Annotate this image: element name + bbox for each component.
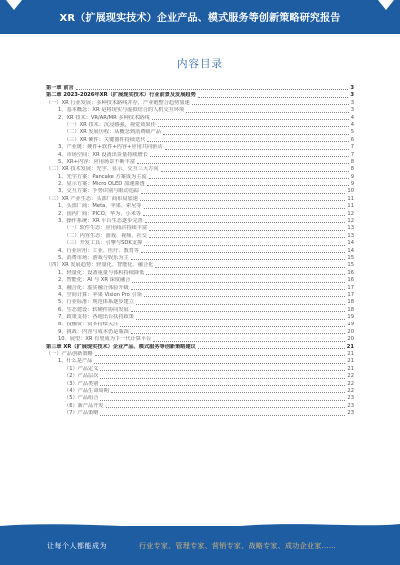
toc-entry-page: 14 bbox=[347, 247, 354, 254]
toc-entry-title: （5）产品组合 bbox=[64, 395, 99, 402]
toc-entry-page: 22 bbox=[347, 373, 354, 380]
toc-leader-dots bbox=[158, 126, 349, 127]
toc-leader-dots bbox=[132, 282, 345, 283]
toc-entry[interactable] bbox=[46, 188, 354, 195]
toc-entry-page: 20 bbox=[347, 328, 354, 335]
toc-entry[interactable] bbox=[46, 218, 354, 225]
toc-leader-dots bbox=[149, 230, 345, 231]
toc-entry[interactable] bbox=[46, 314, 354, 321]
toc-entry[interactable] bbox=[46, 92, 354, 99]
toc-entry-page: 21 bbox=[347, 365, 354, 372]
toc-entry-title: 第一章 前言 bbox=[46, 85, 74, 91]
toc-entry-title: 5、行业标准：规范体系逐步建立 bbox=[58, 299, 134, 306]
toc-entry[interactable] bbox=[46, 174, 354, 181]
toc-leader-dots bbox=[94, 363, 345, 364]
toc-leader-dots bbox=[100, 400, 345, 401]
toc-entry-title: 3、交互方案：手势识别与眼动追踪 bbox=[58, 188, 140, 195]
toc-entry-title: （一）软件生态：应用商店持续丰富 bbox=[64, 225, 148, 232]
toc-leader-dots bbox=[136, 319, 345, 320]
toc-entry-page: 11 bbox=[347, 203, 354, 210]
table-of-contents bbox=[46, 85, 354, 418]
toc-entry-page: 16 bbox=[347, 277, 354, 284]
toc-leader-dots bbox=[198, 348, 345, 349]
toc-entry-page: 5 bbox=[350, 129, 354, 136]
toc-leader-dots bbox=[150, 156, 349, 157]
toc-entry-page: 3 bbox=[350, 107, 354, 114]
toc-entry-page: 15 bbox=[347, 254, 354, 261]
toc-entry[interactable] bbox=[46, 344, 354, 351]
toc-entry[interactable] bbox=[46, 85, 354, 92]
toc-entry-title: 4、空间计算：苹果 Vision Pro 引领 bbox=[58, 291, 142, 298]
toc-leader-dots bbox=[100, 385, 345, 386]
toc-entry-page: 16 bbox=[347, 269, 354, 276]
toc-leader-dots bbox=[149, 237, 345, 238]
toc-entry-title: （二）XR 技术发展：光学、显示、交互三大方向 bbox=[46, 166, 159, 173]
toc-entry[interactable] bbox=[46, 410, 354, 417]
toc-entry-title: （4）产品生命周期 bbox=[64, 388, 109, 394]
toc-entry-page: 9 bbox=[350, 181, 354, 188]
toc-leader-dots bbox=[137, 163, 349, 164]
toc-entry-title: （二）XR 发展历程：从概念到消费级产品 bbox=[64, 129, 161, 136]
toc-entry[interactable] bbox=[46, 115, 354, 122]
toc-leader-dots bbox=[140, 200, 346, 201]
toc-leader-dots bbox=[131, 259, 346, 260]
toc-entry[interactable] bbox=[46, 159, 354, 166]
toc-entry-title: 第三章 XR（扩展现实技术）企业产品、模式服务等创新策略建议 bbox=[46, 343, 196, 350]
toc-entry[interactable] bbox=[46, 107, 354, 114]
toc-leader-dots bbox=[147, 141, 348, 142]
toc-entry[interactable] bbox=[46, 381, 354, 388]
toc-entry-title: （一）XR 行业发展：多种技术路线并存，产业链整合趋势加速 bbox=[46, 99, 190, 106]
toc-entry-page: 13 bbox=[347, 225, 354, 232]
toc-leader-dots bbox=[161, 171, 349, 172]
toc-leader-dots bbox=[111, 392, 346, 393]
toc-entry-title: （2）产品层次 bbox=[64, 373, 99, 380]
toc-entry-title: （6）新产品开发 bbox=[64, 402, 104, 409]
toc-entry-title: （三）XR 硬件：关键器件持续迭代 bbox=[64, 136, 146, 143]
toc-entry-page: 3 bbox=[350, 99, 354, 106]
toc-leader-dots bbox=[192, 104, 349, 105]
toc-entry-title: 1、什么是产品 bbox=[58, 358, 93, 365]
toc-entry[interactable] bbox=[46, 233, 354, 240]
toc-entry-title: 3、操作系统：XR 平台生态逐步完善 bbox=[58, 218, 143, 225]
toc-entry-page: 8 bbox=[350, 158, 354, 165]
toc-leader-dots bbox=[76, 89, 349, 90]
toc-entry-title: 1、轻量化：设备重量与体积持续降低 bbox=[58, 269, 145, 276]
toc-entry-title: （一）XR 技术：沉浸感强，视觉效果佳 bbox=[64, 121, 156, 128]
toc-leader-dots bbox=[143, 215, 345, 216]
toc-entry-title: 4、市场空间：XR 设备出货量持续增长 bbox=[58, 151, 148, 158]
toc-leader-dots bbox=[106, 407, 346, 408]
toc-entry-page: 12 bbox=[347, 210, 354, 217]
toc-entry[interactable] bbox=[46, 292, 354, 299]
toc-entry[interactable] bbox=[46, 144, 354, 151]
toc-entry[interactable] bbox=[46, 152, 354, 159]
toc-entry-page: 6 bbox=[350, 136, 354, 143]
toc-entry-page: 19 bbox=[347, 321, 354, 328]
toc-entry-page: 3 bbox=[350, 85, 354, 91]
toc-entry[interactable] bbox=[46, 211, 354, 218]
toc-entry-title: （四）XR 发展趋势：轻量化、智能化、融合化 bbox=[46, 262, 154, 269]
toc-entry-page: 14 bbox=[347, 240, 354, 247]
toc-entry-title: 9、挑战：内容与成本仍是瓶颈 bbox=[58, 328, 129, 335]
toc-entry-title: 3、融合化：虚实融合体验升级 bbox=[58, 284, 129, 291]
toc-leader-dots bbox=[144, 296, 346, 297]
toc-heading: 内容目录 bbox=[177, 58, 223, 70]
toc-entry[interactable] bbox=[46, 395, 354, 402]
toc-entry[interactable] bbox=[46, 285, 354, 292]
toc-entry-page: 15 bbox=[347, 262, 354, 269]
toc-entry-title: （7）产品策略 bbox=[64, 410, 99, 417]
toc-entry-page: 7 bbox=[350, 151, 354, 158]
toc-entry[interactable] bbox=[46, 299, 354, 306]
toc-leader-dots bbox=[145, 222, 346, 223]
toc-leader-dots bbox=[141, 252, 345, 253]
toc-entry-page: 13 bbox=[347, 232, 354, 239]
toc-entry[interactable] bbox=[46, 277, 354, 284]
toc-entry-title: 2、显示方案：Micro OLED 加速渗透 bbox=[58, 181, 145, 188]
toc-leader-dots bbox=[144, 245, 345, 246]
toc-leader-dots bbox=[149, 178, 349, 179]
toc-entry-page: 8 bbox=[350, 166, 354, 173]
toc-entry-page: 21 bbox=[347, 358, 354, 365]
toc-entry-page: 23 bbox=[347, 402, 354, 409]
toc-entry-page: 22 bbox=[347, 388, 354, 394]
toc-entry-page: 18 bbox=[347, 306, 354, 313]
toc-leader-dots bbox=[198, 97, 349, 98]
toc-entry-title: 4、行业应用：工业、医疗、教育等 bbox=[58, 247, 140, 254]
toc-entry-title: （二）内容生态：游戏、视频、社交 bbox=[64, 232, 148, 239]
toc-entry-page: 22 bbox=[347, 380, 354, 387]
toc-entry-page: 4 bbox=[350, 114, 354, 121]
toc-entry-page: 23 bbox=[347, 395, 354, 402]
toc-entry-title: 1、基本概念：XR 是将现实与虚拟结合的人机交互环境 bbox=[58, 107, 185, 114]
footer-slogan: 行业专家、管理专家、营销专家、战略专家、成功企业家…… bbox=[139, 542, 337, 550]
toc-entry-title: （3）产品类别 bbox=[64, 380, 99, 387]
toc-leader-dots bbox=[163, 134, 349, 135]
toc-entry-title: 8、投融资：资本持续关注 bbox=[58, 321, 119, 328]
toc-leader-dots bbox=[100, 370, 345, 371]
toc-leader-dots bbox=[153, 341, 345, 342]
toc-entry-page: 3 bbox=[350, 92, 354, 99]
toc-entry[interactable] bbox=[46, 100, 354, 107]
toc-entry-title: 6、生态建设：软硬件协同发展 bbox=[58, 306, 129, 313]
toc-entry-title: 5、XR+内容：应用场景不断丰富 bbox=[58, 158, 136, 165]
toc-entry[interactable] bbox=[46, 203, 354, 210]
toc-leader-dots bbox=[155, 267, 345, 268]
toc-entry-page: 10 bbox=[347, 188, 354, 195]
toc-entry-page: 17 bbox=[347, 291, 354, 298]
toc-entry[interactable] bbox=[46, 262, 354, 269]
footer-brand-text: 让每个人都能成为 bbox=[47, 542, 107, 550]
toc-entry-title: 2、智能化：AI 与 XR 深度融合 bbox=[58, 277, 131, 284]
toc-entry-page: 7 bbox=[350, 144, 354, 151]
toc-entry[interactable] bbox=[46, 351, 354, 358]
toc-entry[interactable] bbox=[46, 240, 354, 247]
toc-entry-title: 1、头部厂商：Meta、苹果、索尼等 bbox=[58, 203, 142, 210]
toc-entry[interactable] bbox=[46, 270, 354, 277]
toc-entry-page: 9 bbox=[350, 173, 354, 180]
toc-entry-page: 20 bbox=[347, 336, 354, 343]
toc-leader-dots bbox=[131, 311, 346, 312]
toc-entry[interactable] bbox=[46, 196, 354, 203]
toc-entry-title: 1、光学方案：Pancake 方案成为主流 bbox=[58, 173, 147, 180]
toc-entry[interactable] bbox=[46, 358, 354, 365]
toc-entry[interactable] bbox=[46, 307, 354, 314]
toc-leader-dots bbox=[95, 355, 346, 356]
toc-entry-page: 19 bbox=[347, 314, 354, 321]
toc-leader-dots bbox=[131, 333, 346, 334]
toc-entry[interactable] bbox=[46, 366, 354, 373]
toc-leader-dots bbox=[165, 149, 349, 150]
toc-entry[interactable] bbox=[46, 122, 354, 129]
toc-entry-title: 10、展望：XR 有望成为下一代计算平台 bbox=[58, 336, 152, 343]
toc-entry[interactable] bbox=[46, 388, 354, 395]
toc-entry-page: 12 bbox=[347, 218, 354, 225]
toc-entry-page: 4 bbox=[350, 121, 354, 128]
toc-entry-title: 2、国内厂商：PICO、华为、小米等 bbox=[58, 210, 142, 217]
toc-leader-dots bbox=[131, 289, 346, 290]
toc-entry-page: 21 bbox=[346, 343, 354, 350]
toc-entry-title: （1）产品定义 bbox=[64, 365, 99, 372]
toc-entry-page: 21 bbox=[347, 351, 354, 358]
toc-entry-page: 18 bbox=[347, 299, 354, 306]
toc-leader-dots bbox=[136, 304, 345, 305]
toc-entry-page: 17 bbox=[347, 284, 354, 291]
toc-entry[interactable] bbox=[46, 373, 354, 380]
toc-leader-dots bbox=[141, 193, 345, 194]
toc-leader-dots bbox=[186, 112, 348, 113]
toc-entry[interactable] bbox=[46, 403, 354, 410]
toc-entry-title: 3、产业链：硬件+软件+内容+应用共同驱动 bbox=[58, 144, 163, 151]
toc-entry-title: 2、XR 技术：VR/AR/MR 多种技术路线 bbox=[58, 114, 150, 121]
toc-leader-dots bbox=[152, 119, 349, 120]
toc-entry-page: 23 bbox=[347, 410, 354, 417]
toc-entry[interactable] bbox=[46, 137, 354, 144]
toc-entry[interactable] bbox=[46, 129, 354, 136]
toc-leader-dots bbox=[120, 326, 345, 327]
toc-entry[interactable] bbox=[46, 248, 354, 255]
toc-leader-dots bbox=[146, 274, 345, 275]
toc-entry[interactable] bbox=[46, 255, 354, 262]
toc-entry[interactable] bbox=[46, 336, 354, 343]
report-title: XR（扩展现实技术）企业产品、模式服务等创新策略研究报告 bbox=[59, 13, 341, 24]
toc-entry-title: 5、消费市场：游戏与娱乐为主 bbox=[58, 254, 129, 261]
toc-entry-title: （一）产品创新策略 bbox=[46, 351, 93, 358]
toc-entry-title: （三）XR 产业生态：头部厂商布局加速 bbox=[46, 195, 138, 202]
toc-leader-dots bbox=[147, 185, 349, 186]
toc-entry-title: 第二章 2023-2026年XR（扩展现实技术）行业前景及发展趋势 bbox=[46, 92, 196, 99]
toc-leader-dots bbox=[100, 415, 345, 416]
toc-leader-dots bbox=[100, 378, 345, 379]
toc-entry-page: 11 bbox=[347, 195, 354, 202]
toc-entry[interactable] bbox=[46, 225, 354, 232]
toc-leader-dots bbox=[144, 208, 346, 209]
toc-entry[interactable] bbox=[46, 181, 354, 188]
toc-entry-title: （三）开发工具：引擎与SDK支撑 bbox=[64, 240, 143, 247]
toc-entry[interactable] bbox=[46, 166, 354, 173]
toc-entry[interactable] bbox=[46, 322, 354, 329]
toc-entry-title: 7、政策支持：各地出台扶持政策 bbox=[58, 314, 134, 321]
toc-entry[interactable] bbox=[46, 329, 354, 336]
